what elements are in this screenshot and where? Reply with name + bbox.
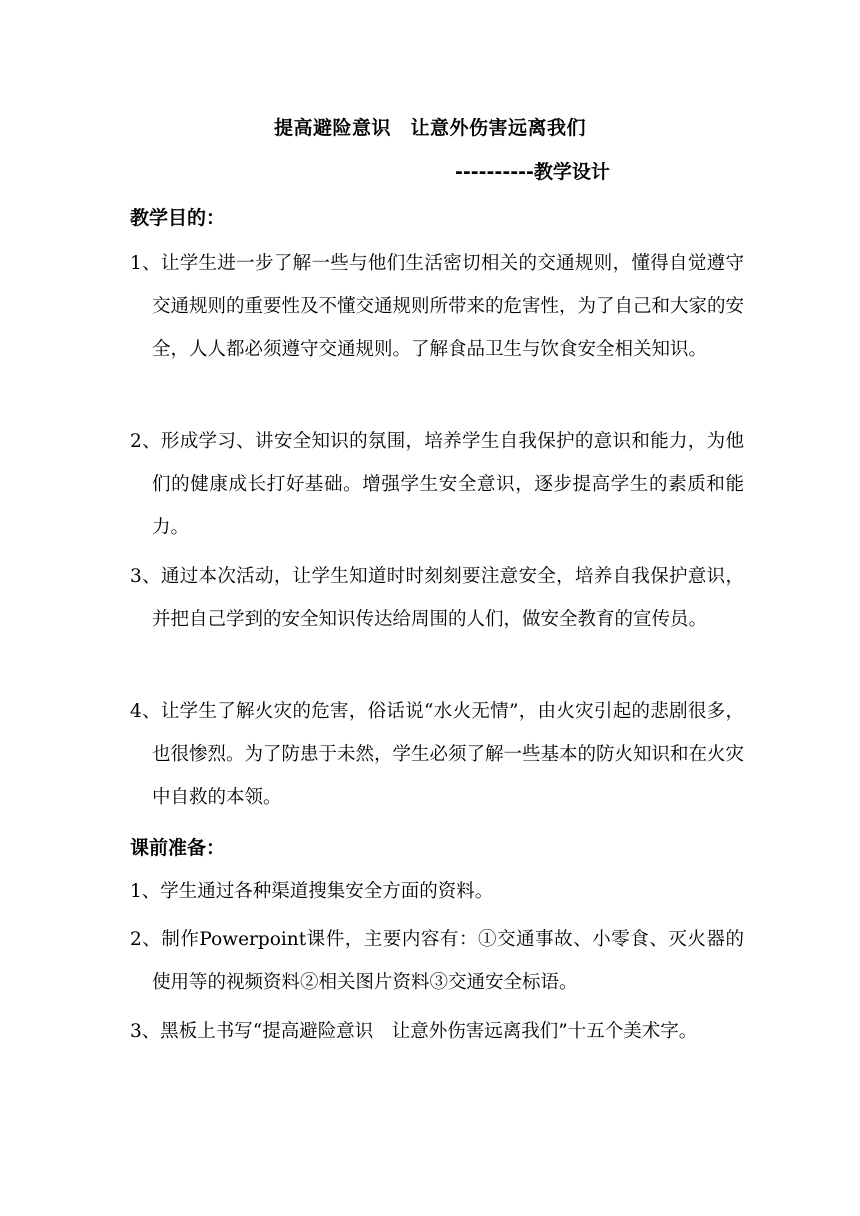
- document-subtitle: ----------教学设计: [455, 161, 610, 183]
- preparation-item-1: 1、学生通过各种渠道搜集安全方面的资料。: [130, 881, 494, 902]
- objective-item-3: 3、通过本次活动，让学生知道时时刻刻要注意安全，培养自我保护意识，并把自己学到的安全知识传达给周围的人们，做安全教育的宣传员。: [130, 566, 744, 630]
- objective-item-4: 4、让学生了解火灾的危害，俗话说“水火无情”，由火灾引起的悲剧很多，也很惨烈。为了防患于未然，学生必须了解一些基本的防火知识和在火灾中自救的本领。: [130, 701, 745, 808]
- objective-item-2: 2、形成学习、讲安全知识的氛围，培养学生自我保护的意识和能力，为他们的健康成长打好基础。增强学生安全意识，逐步提高学生的素质和能力。: [130, 431, 744, 538]
- preparation-item-2: 2、制作Powerpoint课件，主要内容有：①交通事故、小零食、灭火器的使用等的视频资料②相关图片资料③交通安全标语。: [130, 929, 744, 993]
- section-heading-preparation: 课前准备：: [130, 837, 226, 859]
- document-title: 提高避险意识 让意外伤害远离我们: [273, 117, 586, 139]
- objective-item-1: 1、让学生进一步了解一些与他们生活密切相关的交通规则，懂得自觉遵守交通规则的重要性及不懂交通规则所带来的危害性，为了自己和大家的安全，人人都必须遵守交通规则。了解食品卫生与饮食安全相关知识。: [130, 253, 745, 360]
- preparation-item-3: 3、黑板上书写“提高避险意识 让意外伤害远离我们”十五个美术字。: [130, 1021, 698, 1042]
- section-heading-objectives: 教学目的：: [130, 207, 226, 229]
